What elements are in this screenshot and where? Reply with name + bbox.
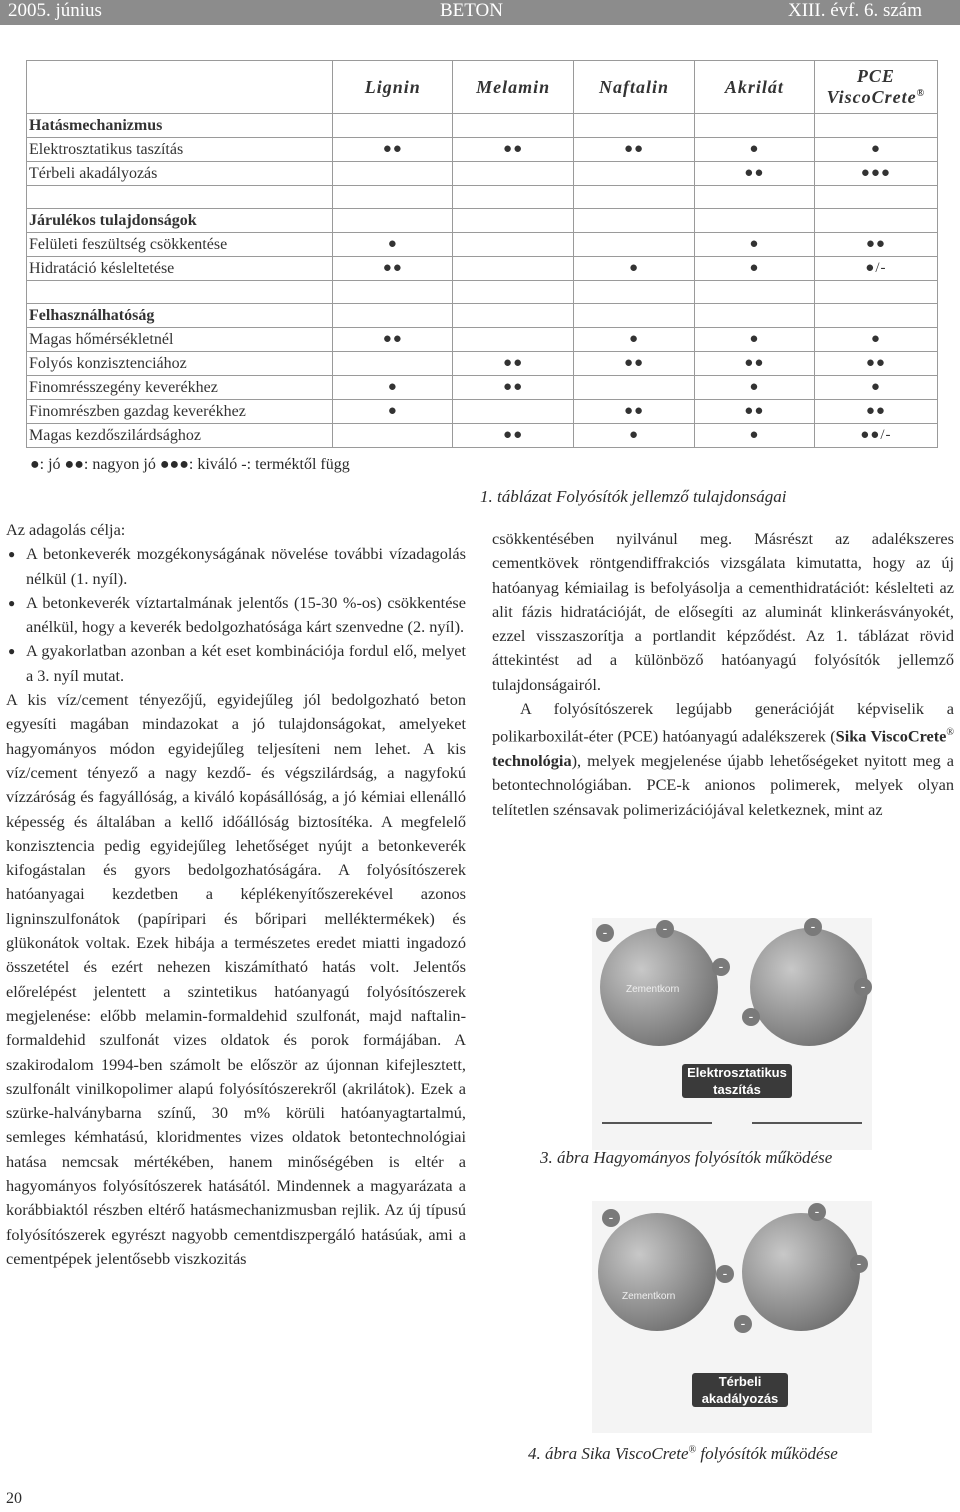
rating-cell: ●	[333, 400, 453, 424]
negative-charge-icon: -	[808, 1203, 826, 1221]
rating-cell: ●●	[814, 352, 937, 376]
rating-cell	[694, 281, 814, 304]
negative-charge-icon: -	[712, 958, 730, 976]
right-column	[492, 527, 954, 822]
rating-cell	[453, 257, 574, 281]
rating-cell	[453, 186, 574, 209]
negative-charge-icon: -	[716, 1265, 734, 1283]
rating-cell: ●	[333, 376, 453, 400]
page-header	[0, 0, 960, 25]
cement-grain	[598, 1213, 716, 1331]
rating-cell	[333, 209, 453, 233]
rating-cell: ●●	[333, 328, 453, 352]
rating-cell: ●	[333, 233, 453, 257]
table-row	[27, 186, 938, 209]
col-akrilat: Akrilát	[694, 61, 814, 114]
row-label: Hatásmechanizmus	[27, 114, 333, 138]
rating-cell: ●●	[694, 400, 814, 424]
rating-cell	[333, 304, 453, 328]
rating-cell: ●●	[574, 352, 695, 376]
electrostatic-label-box: Elektrosztatikus taszítás	[682, 1064, 792, 1098]
table-row	[27, 114, 938, 138]
rating-cell	[814, 281, 937, 304]
row-label: Járulékos tulajdonságok	[27, 209, 333, 233]
rating-cell: ●/-	[814, 257, 937, 281]
rating-cell	[574, 209, 695, 233]
table-row	[27, 138, 938, 162]
cement-grain	[750, 928, 868, 1046]
rating-cell	[694, 114, 814, 138]
row-label: Elektrosztatikus taszítás	[27, 138, 333, 162]
rating-cell	[453, 209, 574, 233]
figure-3-caption: 3. ábra Hagyományos folyósítók működése	[540, 1148, 833, 1167]
cement-grain-label: Zementkorn	[622, 1291, 676, 1302]
negative-charge-icon: -	[804, 918, 822, 936]
rating-cell	[574, 304, 695, 328]
rating-cell	[453, 114, 574, 138]
row-label: Felhasználhatóság	[27, 304, 333, 328]
bullet-item: ● A betonkeverék víztartalmának jelentős (15-30 %-os) csökkentése anélkül, hogy a keverék bedolgozhatósága kárt szenvedne (2. nyíl).	[6, 591, 466, 640]
row-label: Magas hőmérsékletnél	[27, 328, 333, 352]
rating-cell	[574, 233, 695, 257]
rating-cell	[574, 186, 695, 209]
rating-cell: ●●	[574, 400, 695, 424]
table-row	[27, 328, 938, 352]
rating-cell: ●●●	[814, 162, 937, 186]
table-row	[27, 162, 938, 186]
col-melamin: Melamin	[453, 61, 574, 114]
col-lignin: Lignin	[333, 61, 453, 114]
rating-cell	[814, 114, 937, 138]
left-column	[6, 518, 466, 1271]
table-row	[27, 400, 938, 424]
arrow-right-icon	[752, 1122, 862, 1124]
rating-cell: ●	[574, 424, 695, 448]
rating-cell	[333, 162, 453, 186]
row-label: Térbeli akadályozás	[27, 162, 333, 186]
header-date: 2005. június	[8, 0, 102, 21]
rating-cell: ●●	[333, 257, 453, 281]
rating-cell: ●●	[694, 352, 814, 376]
rating-cell: ●	[694, 376, 814, 400]
rating-cell	[333, 424, 453, 448]
steric-label-box: Térbeli akadályozás	[692, 1373, 788, 1407]
rating-cell: ●	[574, 257, 695, 281]
row-label: Folyós konzisztenciához	[27, 352, 333, 376]
bullet-item: ● A betonkeverék mozgékonyságának növelése további vízadagolás nélkül (1. nyíl).	[6, 542, 466, 591]
row-label: Magas kezdőszilárdsághoz	[27, 424, 333, 448]
table-row	[27, 352, 938, 376]
rating-cell	[333, 114, 453, 138]
cement-grain	[742, 1213, 860, 1331]
col-pce: PCE ViscoCrete®	[814, 61, 937, 114]
row-label: Felületi feszültség csökkentése	[27, 233, 333, 257]
rating-cell	[453, 162, 574, 186]
rating-cell: ●●	[453, 424, 574, 448]
body-paragraph: A folyósítószerek legújabb generációját képviselik a polikarboxilát-éter (PCE) hatóanyagú adalékszerek (Sika ViscoCrete® technológia), melyek megjelenése újabb lehetőségeket nyitott meg a betontechnológiában. PCE-k anionos polimerek, melyek olyan telítetlen szénsavak polimerizációjával keletkeznek, mint az	[492, 699, 955, 819]
properties-table	[26, 60, 938, 448]
rating-cell: ●●	[453, 376, 574, 400]
row-label: Hidratáció késleltetése	[27, 257, 333, 281]
table-caption: 1. táblázat Folyósítók jellemző tulajdonságai	[480, 487, 787, 506]
rating-cell: ●	[814, 138, 937, 162]
header-issue: XIII. évf. 6. szám	[788, 0, 923, 21]
rating-cell: ●	[694, 233, 814, 257]
row-label: Finomrészben gazdag keverékhez	[27, 400, 333, 424]
header-journal: BETON	[440, 0, 503, 21]
table-row	[27, 281, 938, 304]
rating-cell: ●	[694, 138, 814, 162]
negative-charge-icon: -	[734, 1315, 752, 1333]
rating-cell	[694, 304, 814, 328]
table-row	[27, 376, 938, 400]
rating-cell	[694, 209, 814, 233]
rating-cell	[814, 186, 937, 209]
rating-cell	[333, 281, 453, 304]
rating-cell	[574, 114, 695, 138]
rating-cell	[333, 352, 453, 376]
bullet-item: ● A gyakorlatban azonban a két eset kombinációja fordul elő, melyet a 3. nyíl mutat.	[6, 639, 466, 688]
rating-cell: ●●/-	[814, 424, 937, 448]
page-number: 20	[6, 1490, 22, 1507]
arrow-left-icon	[602, 1122, 712, 1124]
rating-cell: ●●	[453, 138, 574, 162]
table-legend: ●: jó ●●: nagyon jó ●●●: kiváló -: terméktől függ	[30, 456, 350, 473]
rating-cell: ●●	[333, 138, 453, 162]
table-row	[27, 257, 938, 281]
col-naftalin: Naftalin	[574, 61, 695, 114]
table-row	[27, 304, 938, 328]
rating-cell	[814, 304, 937, 328]
figure-4-caption: 4. ábra Sika ViscoCrete® folyósítók működése	[528, 1444, 838, 1463]
rating-cell	[453, 400, 574, 424]
rating-cell: ●	[694, 328, 814, 352]
rating-cell	[694, 186, 814, 209]
row-label	[27, 281, 333, 304]
negative-charge-icon: -	[854, 978, 872, 996]
rating-cell: ●●	[453, 352, 574, 376]
table-row	[27, 233, 938, 257]
rating-cell: ●●	[694, 162, 814, 186]
dosing-intro: Az adagolás célja:	[6, 520, 126, 539]
rating-cell	[333, 186, 453, 209]
rating-cell: ●●	[814, 233, 937, 257]
rating-cell: ●	[814, 328, 937, 352]
rating-cell	[574, 162, 695, 186]
rating-cell: ●●	[574, 138, 695, 162]
negative-charge-icon: -	[742, 1008, 760, 1026]
rating-cell: ●	[574, 328, 695, 352]
rating-cell	[574, 376, 695, 400]
rating-cell	[453, 304, 574, 328]
rating-cell: ●●	[814, 400, 937, 424]
negative-charge-icon: -	[850, 1255, 868, 1273]
row-label	[27, 186, 333, 209]
body-paragraph: A kis víz/cement tényezőjű, egyidejűleg jól bedolgozható beton egyesíti magában mindazokat a jó tulajdonságokat, amelyeket hagyományos módon egyidejűleg teljesíteni nem lehet. A kis víz/cement tényező a nagy kezdő- és végszilárdság, a nagyfokú vízzáróság és fagyállóság, a kiváló kopásállóság, a jó kémiai ellenálló képesség és általában a kellő időállóság biztosítéka. A megfelelő konzisztencia pedig egyidejűleg lehetőséget nyújt a betonkeverék kifogástalan és gyors bedolgozhatóságára. A folyósítószerek hatóanyagai kezdetben a képlékenyítőszerekével azonos ligninszulfonátok (papíripari és bőripari melléktermékek) és glükonátok voltak. Ezek hibája a természetes eredet miatti ingadozó összetétel és ezért nehezen kiszámítható hatás volt. Jelentős előrelépést jelentett a szintetikus hatóanyagú folyósítószerek megjelenése: előbb melamin-formaldehid szulfonát, majd naftalin-formaldehid szulfonát vizes oldatok és porok formájában. A szakirodalom 1994-ben számolt be először az újonnan kifejlesztett, szulfonált vinilkopolimer alapú folyósítószerekről (akrilátok). Ezek a szürke-halványbarna színű, 30 m% körüli hatóanyagtartalmú, semleges kémhatású, kloridmentes vizes oldatok betontechnológiai hatása nemcsak mértékében, hanem minőségében is eltér a hagyományos folyósítószerek hatásától. Mindennek a magyarázata a korábbiaktól részben eltérő hatásmechanizmusban rejlik. Az új típusú folyósítószerek egyrészt nagyobb cementdiszpergáló hatásúak, ami a cementpépek jelentősebb viszkozitás	[6, 690, 466, 1268]
rating-cell: ●	[814, 376, 937, 400]
table-row	[27, 209, 938, 233]
row-label: Finomrésszegény keverékhez	[27, 376, 333, 400]
rating-cell	[453, 328, 574, 352]
rating-cell: ●	[694, 257, 814, 281]
figure-4-illustration	[592, 1201, 872, 1433]
rating-cell	[574, 281, 695, 304]
negative-charge-icon: -	[602, 1209, 620, 1227]
figure-3-illustration	[592, 918, 872, 1150]
negative-charge-icon: -	[596, 924, 614, 942]
table-header-row	[27, 61, 938, 114]
rating-cell	[453, 281, 574, 304]
table-row	[27, 424, 938, 448]
rating-cell: ●	[694, 424, 814, 448]
body-paragraph: csökkentésében nyilvánul meg. Másrészt az adalékszeres cementkövek röntgendiffrakciós vizsgálata kimutatta, hogy az új hatóanyag kémiailag is befolyásolja a cementhidratációt: késlelteti az alit fázis hidratációját, de elősegíti az aluminát klinkerásványokét, ezzel visszaszorítja a portlandit képződést. Az 1. táblázat rövid áttekintést ad a különböző hatóanyagú folyósítók jellemző tulajdonságairól.	[492, 529, 954, 694]
rating-cell	[453, 233, 574, 257]
cement-grain-label: Zementkorn	[626, 984, 680, 995]
negative-charge-icon: -	[656, 920, 674, 938]
rating-cell	[814, 209, 937, 233]
